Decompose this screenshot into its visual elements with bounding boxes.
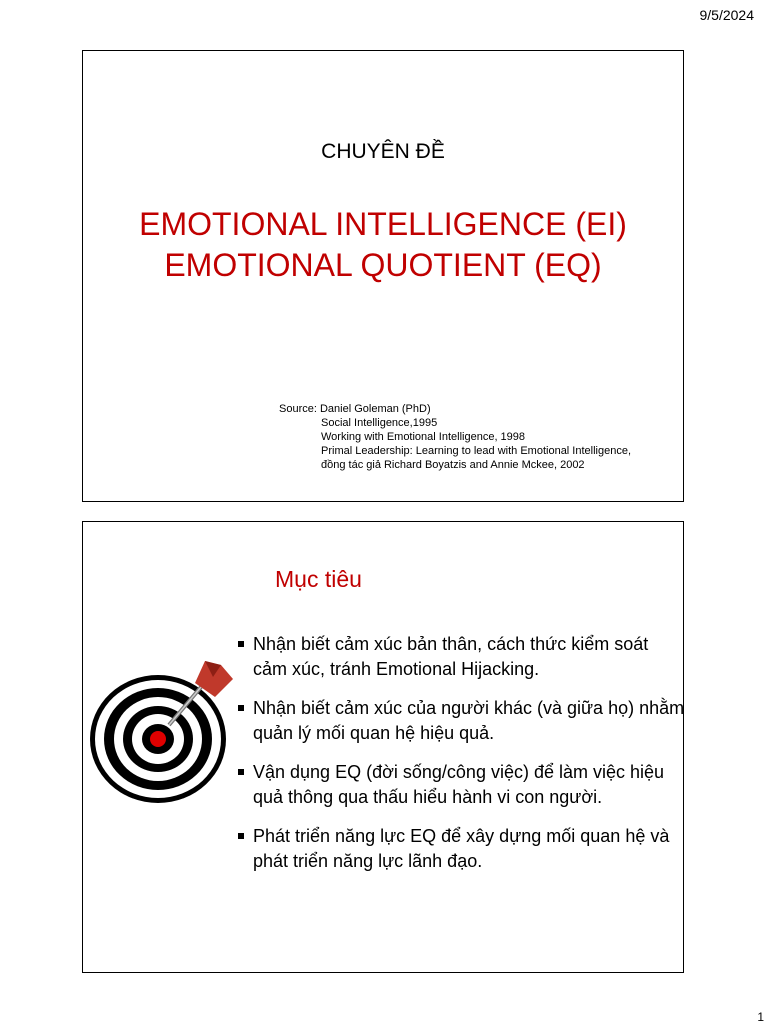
dartboard-with-dart-icon bbox=[83, 657, 233, 807]
objective-item: Phát triển năng lực EQ để xây dựng mối quan hệ và phát triển năng lực lãnh đạo. bbox=[237, 824, 687, 874]
objective-item: Nhận biết cảm xúc bản thân, cách thức kiểm soát cảm xúc, tránh Emotional Hijacking. bbox=[237, 632, 687, 682]
source-book: Working with Emotional Intelligence, 1998 bbox=[321, 431, 526, 443]
source-coauthors: đồng tác giả Richard Boyatzis and Annie Mckee, 2002 bbox=[321, 459, 585, 471]
source-block bbox=[279, 402, 631, 472]
title-line-1: EMOTIONAL INTELLIGENCE (EI) bbox=[139, 206, 627, 242]
print-date: 9/5/2024 bbox=[699, 7, 754, 23]
source-book: Primal Leadership: Learning to lead with Emotional Intelligence, bbox=[321, 445, 632, 457]
topic-label: CHUYÊN ĐỀ bbox=[321, 140, 445, 163]
bullseye bbox=[150, 731, 166, 747]
title-line-2: EMOTIONAL QUOTIENT (EQ) bbox=[164, 247, 602, 283]
page-number: 1 bbox=[757, 1010, 764, 1024]
slide-1 bbox=[82, 50, 684, 502]
source-book: Social Intelligence,1995 bbox=[321, 417, 438, 429]
objective-item: Vận dụng EQ (đời sống/công việc) để làm việc hiệu quả thông qua thấu hiểu hành vi con người. bbox=[237, 760, 687, 810]
slide-2 bbox=[82, 521, 684, 973]
objective-item: Nhận biết cảm xúc của người khác (và giữa họ) nhằm quản lý mối quan hệ hiệu quả. bbox=[237, 696, 687, 746]
objectives-list bbox=[237, 632, 687, 888]
source-author: Source: Daniel Goleman (PhD) bbox=[279, 403, 431, 415]
objectives-heading: Mục tiêu bbox=[275, 566, 362, 592]
